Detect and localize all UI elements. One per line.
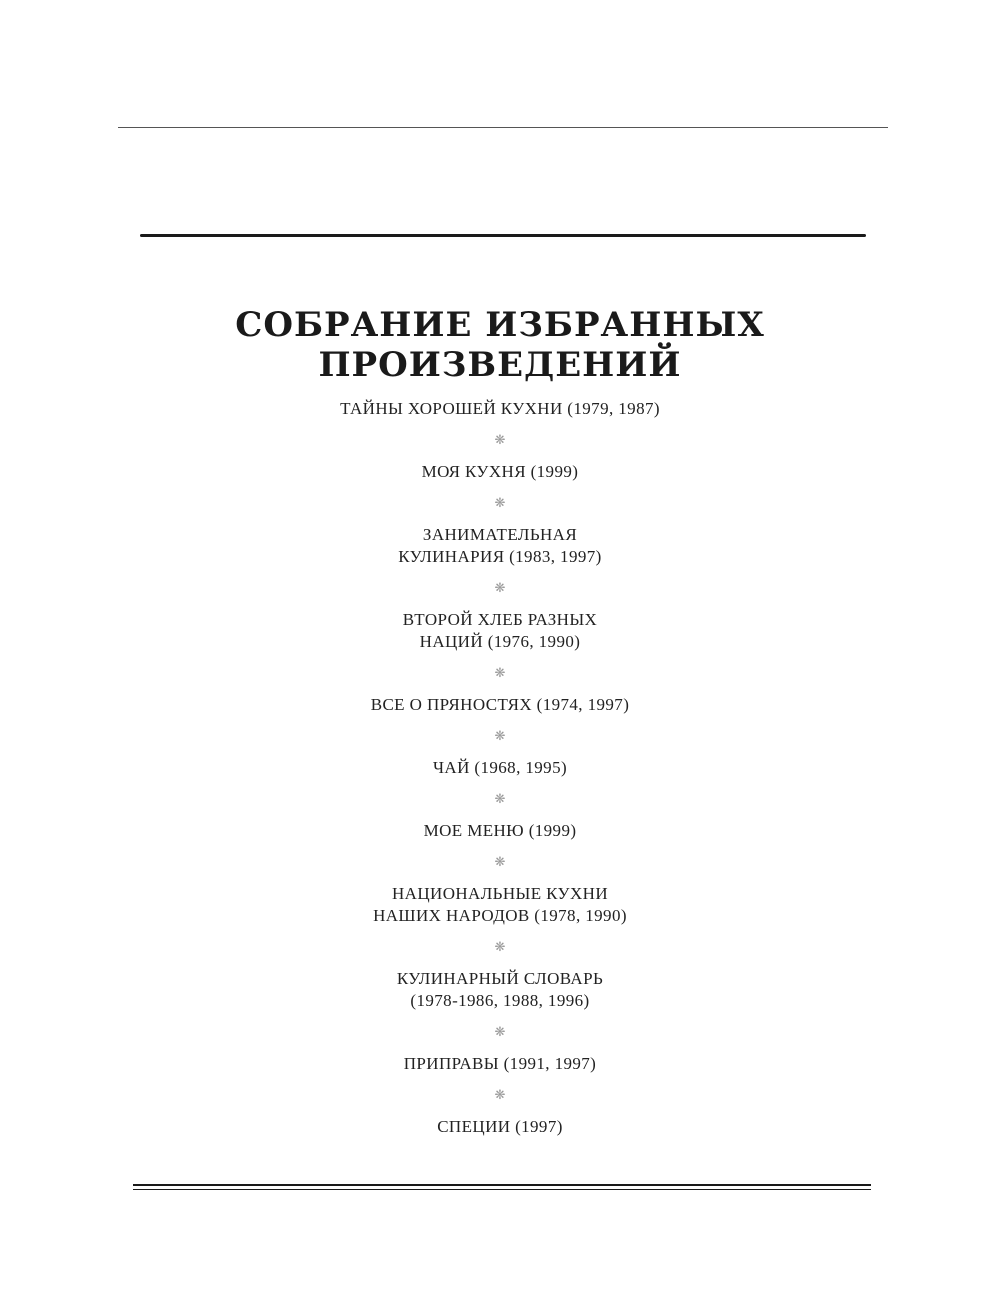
work-item <box>0 609 1000 653</box>
heading-rule <box>140 234 866 237</box>
separator-ornament-icon: ❋ <box>494 496 506 511</box>
page-title-line-1: СОБРАНИЕ ИЗБРАННЫХ <box>235 304 765 345</box>
separator-ornament-icon: ❋ <box>494 581 506 596</box>
work-item <box>0 968 1000 1012</box>
separator-ornament-icon: ❋ <box>494 1025 506 1040</box>
separator-ornament-icon: ❋ <box>494 666 506 681</box>
work-title-line: ПРИПРАВЫ (1991, 1997) <box>403 1054 597 1073</box>
separator-ornament-icon: ❋ <box>494 729 506 744</box>
work-title-line: МОЯ КУХНЯ (1999) <box>421 462 579 481</box>
work-item <box>0 398 1000 420</box>
work-title-line: МОЕ МЕНЮ (1999) <box>423 821 577 840</box>
work-item <box>0 1116 1000 1138</box>
work-item <box>0 820 1000 842</box>
work-item <box>0 1053 1000 1075</box>
separator-ornament-icon: ❋ <box>494 940 506 955</box>
work-title-line: ТАЙНЫ ХОРОШЕЙ КУХНИ (1979, 1987) <box>340 399 660 418</box>
separator-ornament-icon: ❋ <box>494 792 506 807</box>
bottom-double-rule <box>133 1184 871 1190</box>
work-title-line: ВТОРОЙ ХЛЕБ РАЗНЫХ <box>402 610 598 629</box>
top-rule <box>118 127 888 128</box>
work-title-line: КУЛИНАРНЫЙ СЛОВАРЬ <box>396 969 604 988</box>
work-title-line: КУЛИНАРИЯ (1983, 1997) <box>398 547 602 566</box>
work-title-line: ЗАНИМАТЕЛЬНАЯ <box>422 525 578 544</box>
page-title <box>0 305 1000 385</box>
separator-ornament-icon: ❋ <box>494 1088 506 1103</box>
separator-ornament-icon: ❋ <box>494 855 506 870</box>
work-item <box>0 883 1000 927</box>
work-title-line: НАЦИЙ (1976, 1990) <box>419 632 581 651</box>
work-item <box>0 461 1000 483</box>
work-item <box>0 757 1000 779</box>
page-title-line-2: ПРОИЗВЕДЕНИЙ <box>318 344 682 385</box>
works-list <box>0 398 1000 1138</box>
work-title-line: НАШИХ НАРОДОВ (1978, 1990) <box>373 906 627 925</box>
work-item <box>0 524 1000 568</box>
work-item <box>0 694 1000 716</box>
work-title-line: ВСЕ О ПРЯНОСТЯХ (1974, 1997) <box>370 695 630 714</box>
work-title-line: СПЕЦИИ (1997) <box>437 1117 563 1136</box>
separator-ornament-icon: ❋ <box>494 433 506 448</box>
work-title-line: НАЦИОНАЛЬНЫЕ КУХНИ <box>391 884 609 903</box>
work-title-line: ЧАЙ (1968, 1995) <box>432 758 568 777</box>
work-title-line: (1978-1986, 1988, 1996) <box>410 991 590 1010</box>
